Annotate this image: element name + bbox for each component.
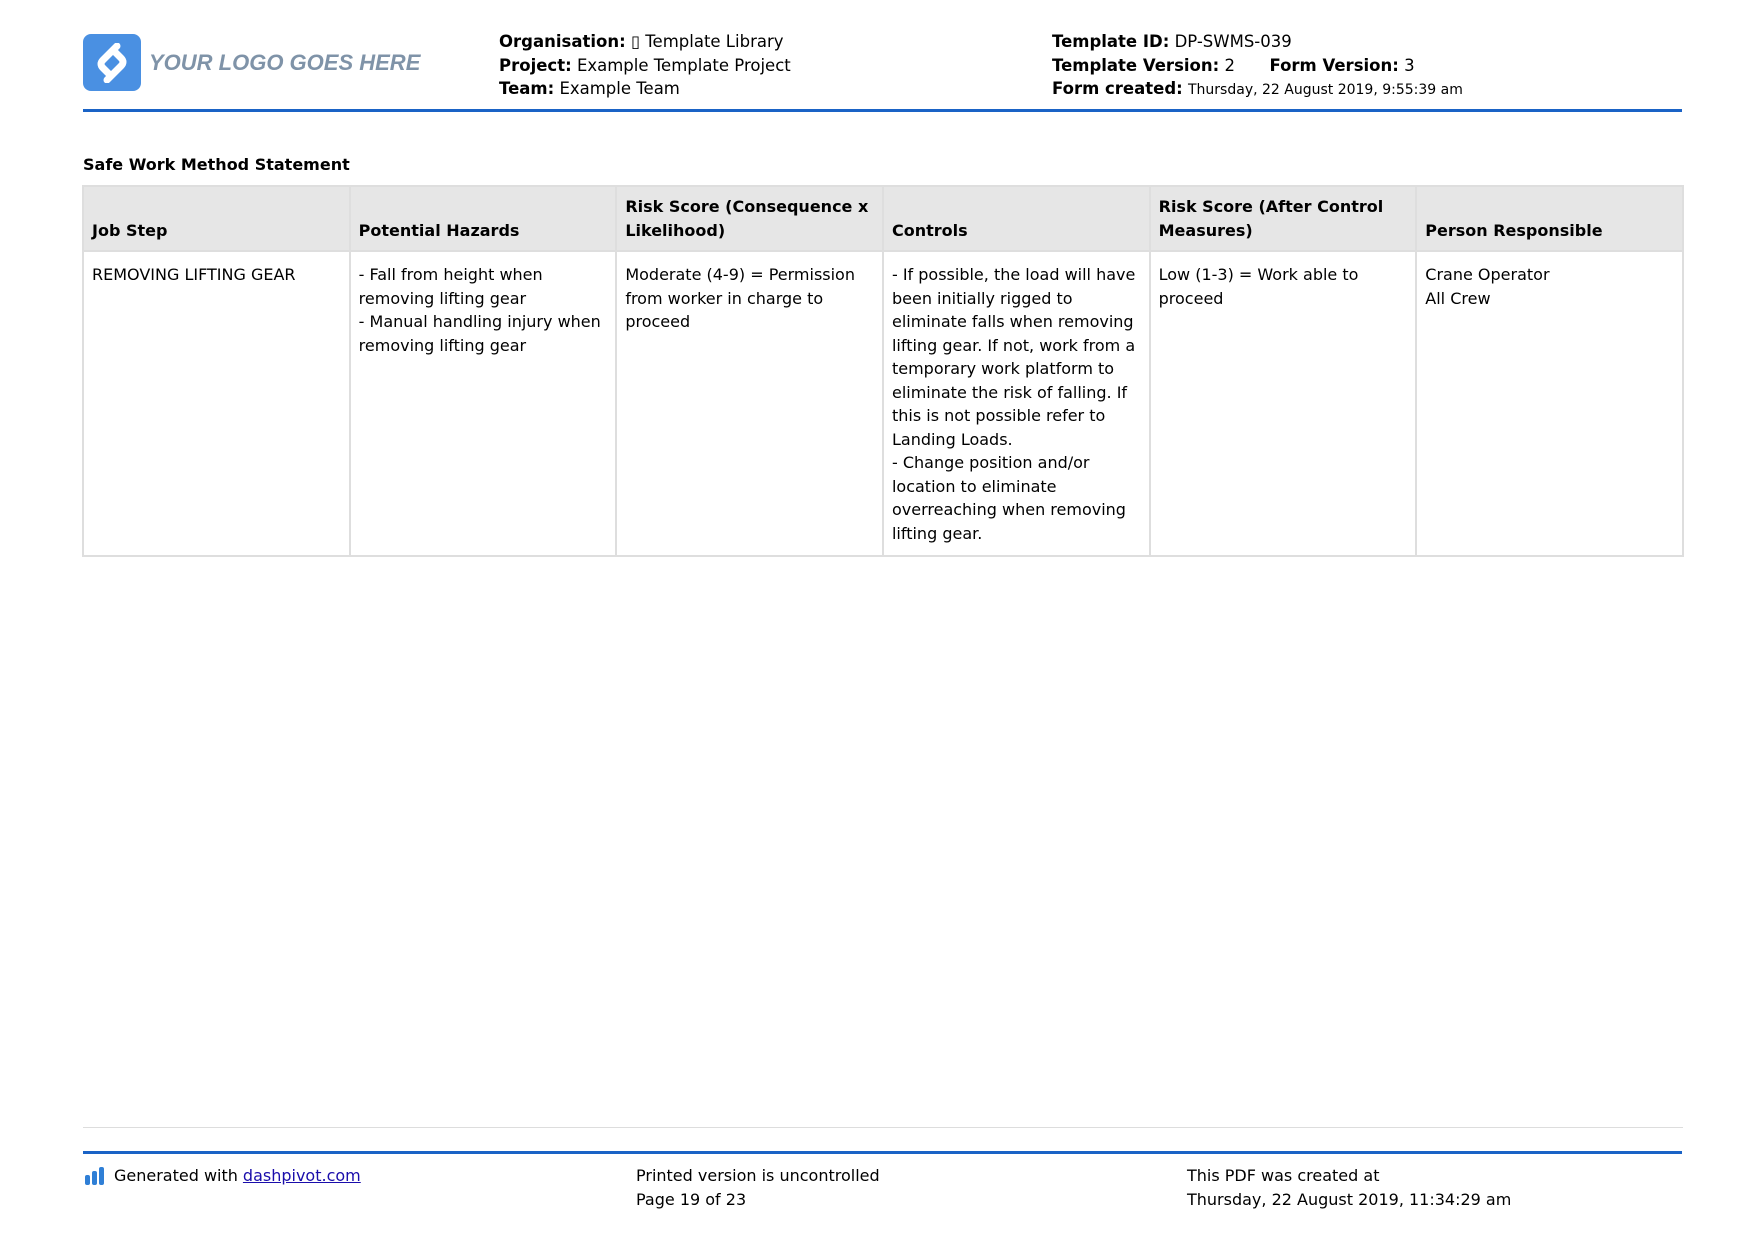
person-item: All Crew bbox=[1425, 288, 1491, 308]
logo-icon bbox=[83, 34, 141, 91]
template-id-value: DP-SWMS-039 bbox=[1174, 32, 1292, 51]
form-version-value: 3 bbox=[1404, 55, 1415, 75]
table-header-row bbox=[83, 186, 1683, 251]
printed-version-text: Printed version is uncontrolled bbox=[636, 1166, 880, 1185]
organisation-value: ▯ Template Library bbox=[630, 32, 784, 51]
column-header-person-responsible: Person Responsible bbox=[1416, 186, 1683, 251]
column-header-job-step: Job Step bbox=[83, 186, 350, 251]
hazard-item: - Fall from height when removing lifting gear bbox=[358, 265, 543, 308]
footer-print-info bbox=[636, 1164, 880, 1211]
logo-text: YOUR LOGO GOES HERE bbox=[149, 49, 421, 75]
footer-pdf-created bbox=[1187, 1164, 1511, 1211]
pdf-created-value: Thursday, 22 August 2019, 11:34:29 am bbox=[1187, 1189, 1512, 1209]
template-id-label: Template ID: bbox=[1052, 32, 1170, 51]
version-line bbox=[1052, 54, 1463, 78]
risk-score-after-cell: Low (1-3) = Work able to proceed bbox=[1150, 251, 1417, 556]
project-value: Example Template Project bbox=[576, 55, 791, 75]
controls-cell bbox=[883, 251, 1150, 556]
form-version-label: Form Version: bbox=[1269, 55, 1399, 75]
header-meta-template bbox=[1052, 30, 1463, 103]
footer-thin-divider bbox=[83, 1127, 1683, 1128]
dashpivot-bars-icon bbox=[85, 1167, 106, 1185]
form-created-label: Form created: bbox=[1052, 79, 1183, 98]
risk-score-cell: Moderate (4-9) = Permission from worker in charge to proceed bbox=[616, 251, 883, 556]
job-step-cell: REMOVING LIFTING GEAR bbox=[83, 251, 350, 556]
header-meta-project bbox=[499, 30, 791, 101]
company-logo bbox=[83, 34, 420, 91]
column-header-risk-score: Risk Score (Consequence x Likelihood) bbox=[616, 186, 883, 251]
footer-generated bbox=[85, 1164, 361, 1188]
table-row bbox=[83, 251, 1683, 556]
organisation-line bbox=[499, 30, 791, 54]
header-divider bbox=[83, 109, 1682, 112]
generated-with-text: Generated with bbox=[114, 1166, 238, 1185]
person-item: Crane Operator bbox=[1425, 265, 1550, 284]
swms-table bbox=[82, 185, 1684, 557]
team-line bbox=[499, 77, 791, 101]
column-header-potential-hazards: Potential Hazards bbox=[350, 186, 617, 251]
column-header-controls: Controls bbox=[883, 186, 1150, 251]
project-line bbox=[499, 54, 791, 78]
project-label: Project: bbox=[499, 55, 572, 75]
template-version-label: Template Version: bbox=[1052, 55, 1220, 75]
footer-divider bbox=[83, 1151, 1682, 1154]
template-id-line bbox=[1052, 30, 1463, 54]
form-created-value: Thursday, 22 August 2019, 9:55:39 am bbox=[1188, 82, 1463, 98]
hazards-cell bbox=[350, 251, 617, 556]
control-item: - Change position and/or location to eliminate overreaching when removing lifting gear. bbox=[891, 453, 1126, 543]
team-value: Example Team bbox=[559, 79, 680, 98]
organisation-label: Organisation: bbox=[499, 32, 626, 51]
hazard-item: - Manual handling injury when removing lifting gear bbox=[358, 312, 601, 355]
control-item: - If possible, the load will have been initially rigged to eliminate falls when removing lifting gear. If not, work from a temporary work platform to eliminate the risk of falling. If this is not possible refer to Landing Loads. bbox=[891, 265, 1136, 449]
person-responsible-cell bbox=[1416, 251, 1683, 556]
form-created-line bbox=[1052, 77, 1463, 103]
section-title: Safe Work Method Statement bbox=[83, 155, 350, 174]
team-label: Team: bbox=[499, 79, 555, 98]
column-header-risk-score-after: Risk Score (After Control Measures) bbox=[1150, 186, 1417, 251]
page-number: Page 19 of 23 bbox=[636, 1189, 747, 1209]
dashpivot-link[interactable]: dashpivot.com bbox=[242, 1166, 361, 1185]
page-header bbox=[83, 30, 1683, 110]
pdf-created-label: This PDF was created at bbox=[1187, 1166, 1380, 1185]
template-version-value: 2 bbox=[1224, 55, 1235, 75]
